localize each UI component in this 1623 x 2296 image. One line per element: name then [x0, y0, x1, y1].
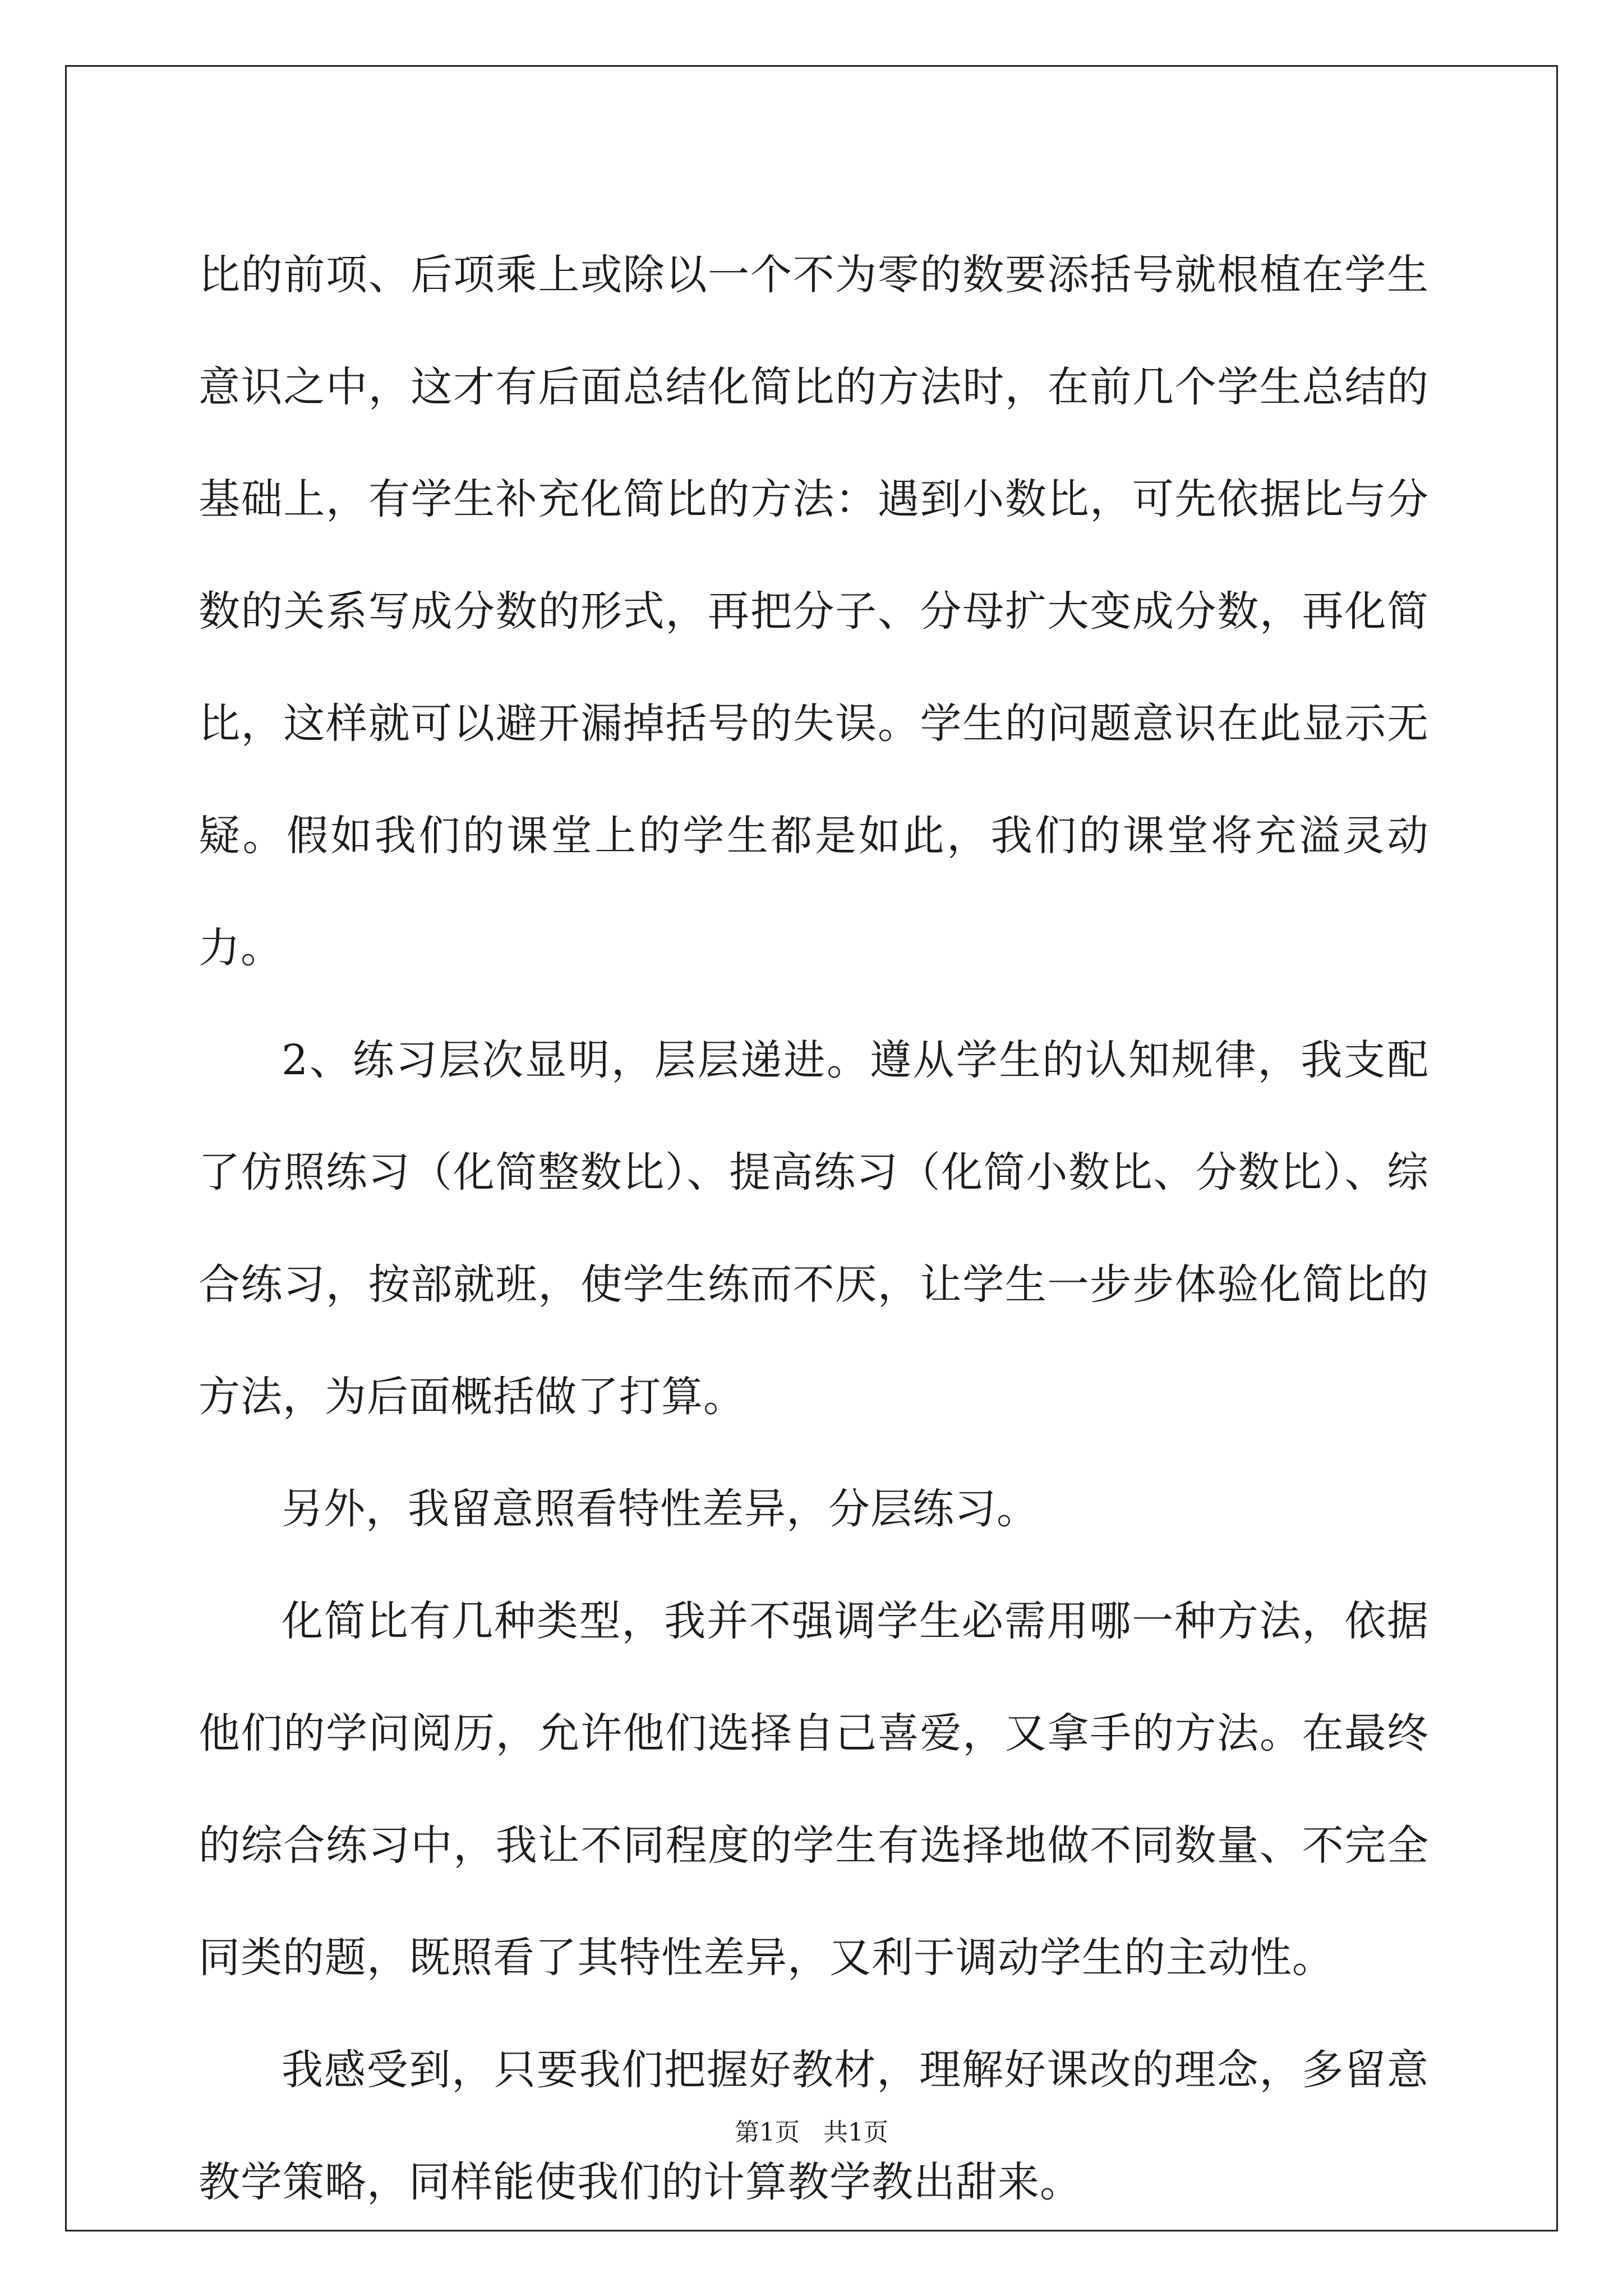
- paragraph-2: 2、练习层次显明，层层递进。遵从学生的认知规律，我支配了仿照练习（化简整数比）、提高练习（化简小数比、分数比）、综合练习，按部就班，使学生练而不厌，让学生一步步体验化简比的方法，为后面概括做了打算。: [199, 1036, 1429, 1421]
- paragraph-1: 比的前项、后项乘上或除以一个不为零的数要添括号就根植在学生意识之中，这才有后面总结化简比的方法时，在前几个学生总结的基础上，有学生补充化简比的方法：遇到小数比，可先依据比与分数的关系写成分数的形式，再把分子、分母扩大变成分数，再化简比，这样就可以避开漏掉括号的失误。学生的问题意识在此显示无疑。假如我们的课堂上的学生都是如此，我们的课堂将充溢灵动力。: [199, 251, 1429, 972]
- paragraph-4: 化简比有几种类型，我并不强调学生必需用哪一种方法，依据他们的学问阅历，允许他们选择自己喜爱，又拿手的方法。在最终的综合练习中，我让不同程度的学生有选择地做不同数量、不完全同类的题，既照看了其特性差异，又利于调动学生的主动性。: [199, 1597, 1429, 1982]
- page-footer: [0, 2116, 1623, 2150]
- paragraph-3: 另外，我留意照看特性差异，分层练习。: [282, 1485, 1039, 1533]
- page-number-current: 第1页: [735, 2118, 800, 2147]
- paragraph-5: 我感受到，只要我们把握好教材，理解好课改的理念，多留意教学策略，同样能使我们的计算教学教出甜来。: [199, 2046, 1429, 2206]
- page-number-total: 共1页: [823, 2118, 888, 2147]
- document-body: [199, 219, 1429, 2238]
